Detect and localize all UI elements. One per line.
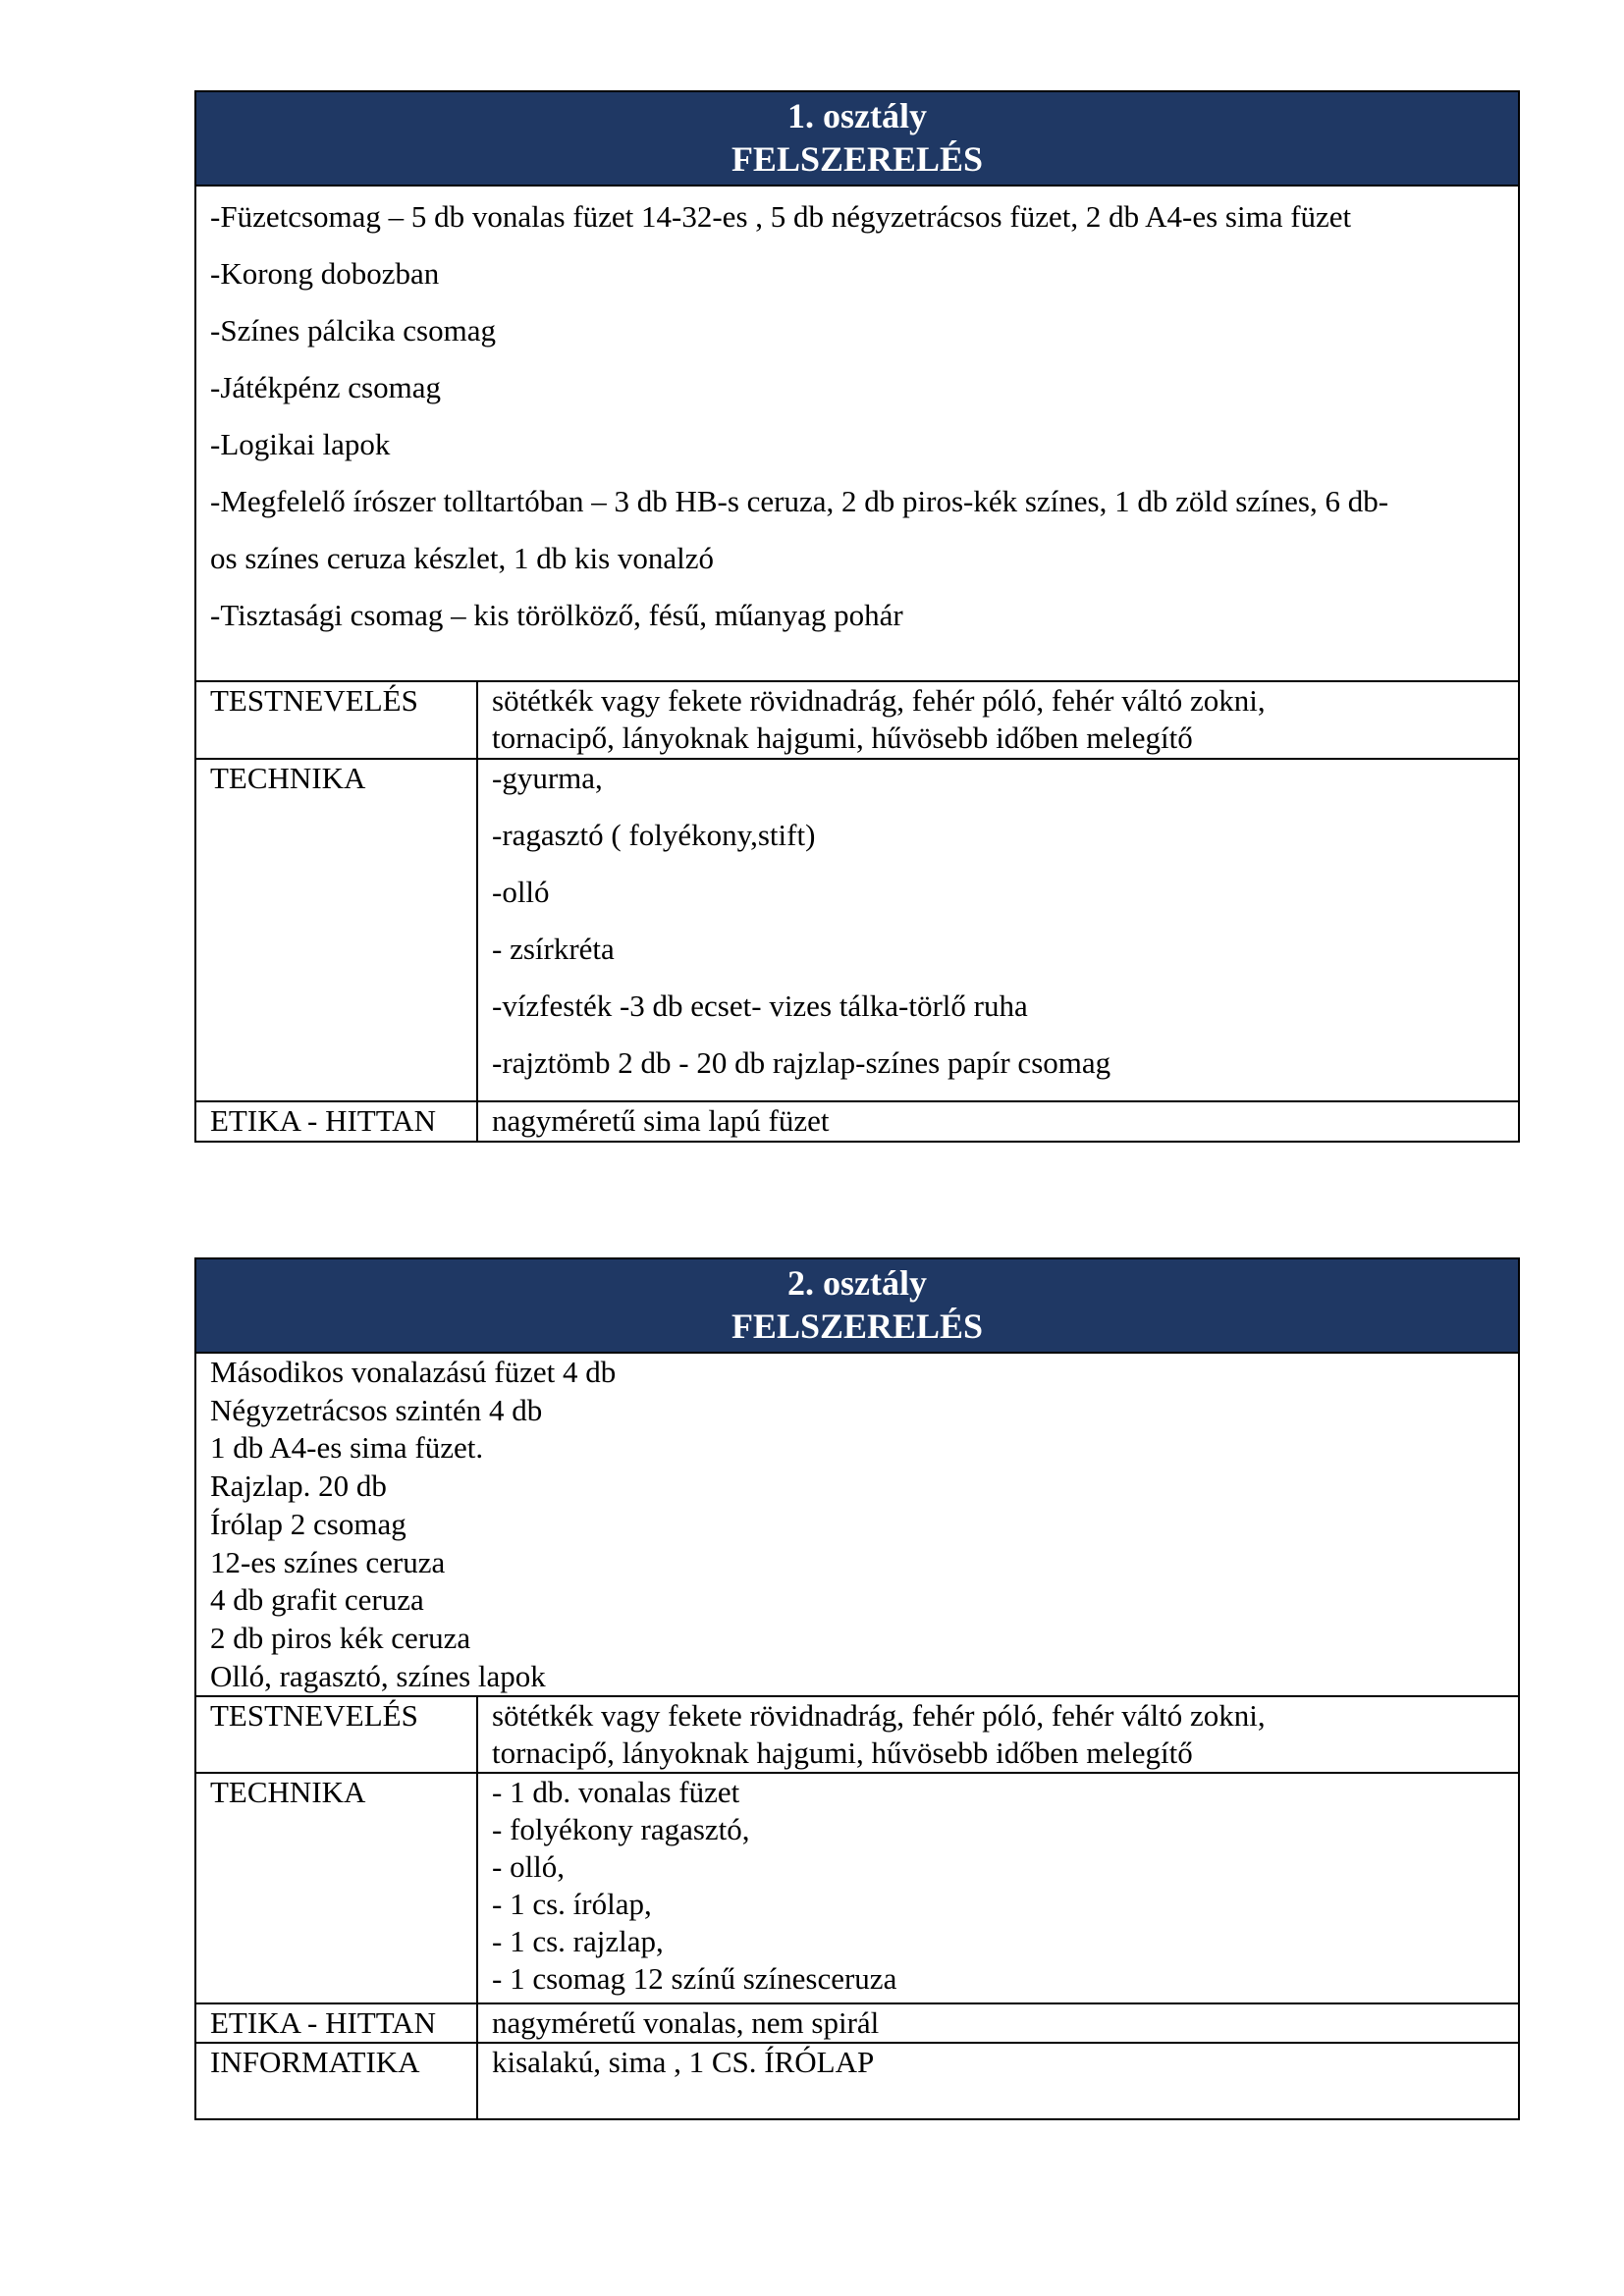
class2-table	[194, 1257, 1520, 2120]
row-value	[478, 1697, 1518, 1772]
class2-row-etika	[196, 2004, 1518, 2044]
class2-header	[196, 1259, 1518, 1354]
list-item: Másodikos vonalazású füzet 4 db	[210, 1355, 617, 1389]
list-item: 1 db A4-es sima füzet.	[210, 1430, 484, 1466]
row-value-line: -gyurma,	[492, 761, 603, 795]
row-value-line: - folyékony ragasztó,	[492, 1812, 750, 1846]
row-value-line: sötétkék vagy fekete rövidnadrág, fehér póló, fehér váltó zokni,	[492, 1698, 1266, 1733]
class1-supplies-list	[196, 187, 1518, 682]
row-label: TECHNIKA	[196, 760, 478, 1100]
list-item: Írólap 2 csomag	[210, 1506, 406, 1541]
list-item: 2 db piros kék ceruza	[210, 1620, 471, 1655]
row-value-line: -olló	[492, 875, 550, 909]
row-value-line: -rajztömb 2 db - 20 db rajzlap-színes papír csomag	[492, 1045, 1111, 1080]
row-value-line: - zsírkréta	[492, 932, 615, 966]
class2-row-technika	[196, 1774, 1518, 2004]
row-value	[478, 1102, 1518, 1141]
list-item: -Logikai lapok	[210, 427, 391, 461]
row-value	[478, 1774, 1518, 2002]
class1-subtitle: FELSZERELÉS	[731, 139, 984, 179]
list-item: 12-es színes ceruza	[210, 1544, 446, 1579]
list-item: -Színes pálcika csomag	[210, 313, 496, 347]
list-item: os színes ceruza készlet, 1 db kis vonalzó	[210, 541, 715, 575]
class2-title: 2. osztály	[787, 1263, 927, 1303]
list-item: -Korong dobozban	[210, 256, 440, 291]
list-item: Rajzlap. 20 db	[210, 1468, 387, 1504]
list-item: -Játékpénz csomag	[210, 370, 441, 404]
list-item: Négyzetrácsos szintén 4 db	[210, 1392, 543, 1427]
row-value	[478, 750, 1518, 1100]
row-value-line: nagyméretű vonalas, nem spirál	[492, 2005, 880, 2040]
list-item: 4 db grafit ceruza	[210, 1582, 424, 1618]
class1-row-etika	[196, 1102, 1518, 1141]
row-value	[478, 2004, 1518, 2042]
row-value	[478, 2044, 1518, 2118]
class1-row-testneveles	[196, 682, 1518, 760]
row-value-line: -ragasztó ( folyékony,stift)	[492, 818, 816, 852]
row-value-line: sötétkék vagy fekete rövidnadrág, fehér póló, fehér váltó zokni,	[492, 683, 1266, 718]
list-item: Olló, ragasztó, színes lapok	[210, 1658, 546, 1693]
list-item: -Füzetcsomag – 5 db vonalas füzet 14-32-es , 5 db négyzetrácsos füzet, 2 db A4-es sima füzet	[210, 199, 1352, 234]
row-value-line: - 1 cs. írólap,	[492, 1887, 652, 1921]
row-label: ETIKA - HITTAN	[196, 2004, 478, 2042]
row-value-line: -vízfesték -3 db ecset- vizes tálka-törlő ruha	[492, 988, 1028, 1023]
list-item: -Tisztasági csomag – kis törölköző, fésű, műanyag pohár	[210, 598, 903, 632]
row-value-line: kisalakú, sima , 1 CS. ÍRÓLAP	[492, 2045, 875, 2079]
row-label: TESTNEVELÉS	[196, 1697, 478, 1772]
row-value-line: tornacipő, lányoknak hajgumi, hűvösebb időben melegítő	[492, 1735, 1193, 1770]
row-value-line: tornacipő, lányoknak hajgumi, hűvösebb időben melegítő	[492, 721, 1193, 755]
class1-row-technika	[196, 760, 1518, 1102]
row-value-line: - 1 cs. rajzlap,	[492, 1924, 664, 1958]
list-item: -Megfelelő írószer tolltartóban – 3 db HB-s ceruza, 2 db piros-kék színes, 1 db zöld színes, 6 db-	[210, 484, 1389, 518]
class1-title: 1. osztály	[787, 96, 927, 135]
row-value-line: - 1 db. vonalas füzet	[492, 1775, 740, 1809]
class2-supplies-list	[196, 1354, 1518, 1697]
row-label: TECHNIKA	[196, 1774, 478, 2002]
class1-header	[196, 92, 1518, 187]
row-value	[478, 682, 1518, 758]
class2-subtitle: FELSZERELÉS	[731, 1307, 984, 1346]
class2-row-informatika	[196, 2044, 1518, 2118]
row-label: INFORMATIKA	[196, 2044, 478, 2118]
row-value-line: nagyméretű sima lapú füzet	[492, 1103, 830, 1138]
row-value-line: - 1 csomag 12 színű színesceruza	[492, 1961, 897, 1996]
row-label: TESTNEVELÉS	[196, 682, 478, 758]
class2-row-testneveles	[196, 1697, 1518, 1774]
class1-table	[194, 90, 1520, 1143]
row-value-line: - olló,	[492, 1849, 566, 1884]
row-label: ETIKA - HITTAN	[196, 1102, 478, 1141]
